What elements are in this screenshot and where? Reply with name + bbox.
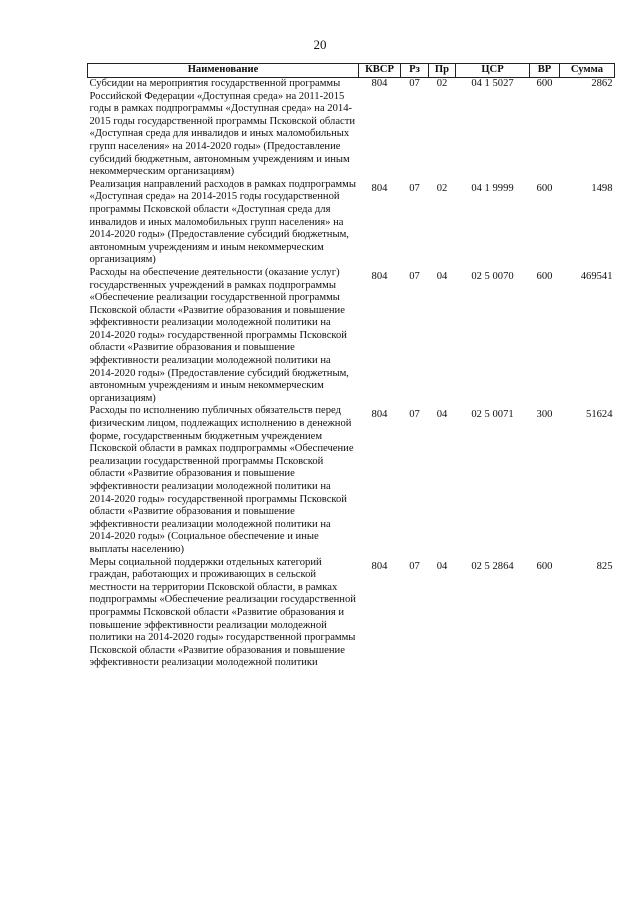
cell-name: Субсидии на мероприятия государственной программы Российской Федерации «Доступная среда» на 2011-2015 годы в рамках подпрограммы «Доступная среда» на 2014-2015 годы государственной программы Псковской области «Доступная среда для инвалидов и иных маломобильных групп населения» на 2014-2020 годы» (Предоставление субсидий бюджетным, автономным учреждениям и иным некоммерческим организациям) [89, 78, 356, 178]
cell-csr: 04 1 9999 [471, 182, 514, 194]
cell-csr: 04 1 5027 [471, 78, 514, 89]
budget-table [87, 63, 615, 670]
cell-kvsr: 804 [371, 182, 388, 194]
cell-rz: 07 [409, 270, 420, 282]
cell-kvsr: 804 [371, 270, 388, 282]
cell-rz: 07 [409, 78, 420, 89]
column-header-rz: Рз [401, 64, 429, 78]
cell-sum: 825 [596, 560, 613, 572]
cell-pr: 04 [436, 270, 448, 282]
cell-sum: 2862 [591, 78, 613, 89]
cell-vr: 300 [536, 409, 553, 421]
cell-kvsr: 804 [371, 78, 388, 89]
cell-pr: 02 [436, 182, 448, 194]
column-header-name: Наименование [88, 64, 359, 78]
table-row [88, 557, 615, 670]
cell-vr: 600 [536, 78, 553, 89]
cell-sum: 469541 [580, 270, 613, 282]
table-row [88, 78, 615, 179]
cell-name: Расходы на обеспечение деятельности (оказание услуг) государственных учреждений в рамках подпрограммы «Обеспечение реализации государственной программы Псковской области «Развитие образования и повышение эффективности реализации молодежной политики на 2014-2020 годы» государственной программы Псковской области «Развитие образования и повышение эффективности реализации молодежной политики на 2014-2020 годы» (Предоставление субсидий бюджетным, автономным учреждениям и иным некоммерческим организациям) [89, 266, 349, 404]
column-header-vr: ВР [530, 64, 560, 78]
cell-sum: 1498 [591, 182, 613, 194]
cell-csr: 02 5 2864 [471, 560, 514, 572]
column-header-pr: Пр [429, 64, 456, 78]
cell-sum: 51624 [586, 409, 613, 421]
cell-csr: 02 5 0070 [471, 270, 514, 282]
cell-pr: 04 [436, 560, 448, 572]
cell-vr: 600 [536, 182, 553, 194]
table-row [88, 179, 615, 267]
column-header-csr: ЦСР [456, 64, 530, 78]
table-header-row [88, 64, 615, 78]
cell-rz: 07 [409, 560, 420, 572]
cell-name: Реализация направлений расходов в рамках подпрограммы «Доступная среда» на 2014-2015 годы государственной программы Псковской области «Доступная среда для инвалидов и иных маломобильных групп населения» на 2014-2020 годы» (Предоставление субсидий бюджетным, автономным учреждениям и иным некоммерческим организациям) [89, 178, 356, 266]
column-header-sum: Сумма [560, 64, 615, 78]
table-row [88, 405, 615, 556]
cell-vr: 600 [536, 560, 553, 572]
page-number: 20 [313, 37, 327, 52]
cell-rz: 07 [409, 409, 420, 421]
cell-rz: 07 [409, 182, 420, 194]
cell-kvsr: 804 [371, 560, 388, 572]
cell-pr: 04 [436, 409, 448, 421]
cell-csr: 02 5 0071 [471, 409, 514, 421]
column-header-kvsr: КВСР [359, 64, 401, 78]
table-row [88, 267, 615, 406]
cell-pr: 02 [436, 78, 448, 89]
cell-vr: 600 [536, 270, 553, 282]
cell-name: Меры социальной поддержки отдельных категорий граждан, работающих и проживающих в сельской местности на территории Псковской области, в рамках подпрограммы «Обеспечение реализации государственной программы Псковской области «Развитие образования и повышение эффективности реализации молодежной политики на 2014-2020 годы» государственной программы Псковской области «Развитие образования и повышение эффективности реализации молодежной политики [89, 556, 356, 669]
cell-name: Расходы по исполнению публичных обязательств перед физическим лицом, подлежащих исполнению в денежной форме, государственным бюджетным учреждением Псковской области в рамках подпрограммы «Обеспечение реализации государственной программы Псковской области «Развитие образования и повышение эффективности реализации молодежной политики на 2014-2020 годы» государственной программы Псковской области «Развитие образования и повышение эффективности реализации молодежной политики на 2014-2020 годы» (Социальное обеспечение и иные выплаты населению) [89, 405, 354, 555]
cell-kvsr: 804 [371, 409, 388, 421]
